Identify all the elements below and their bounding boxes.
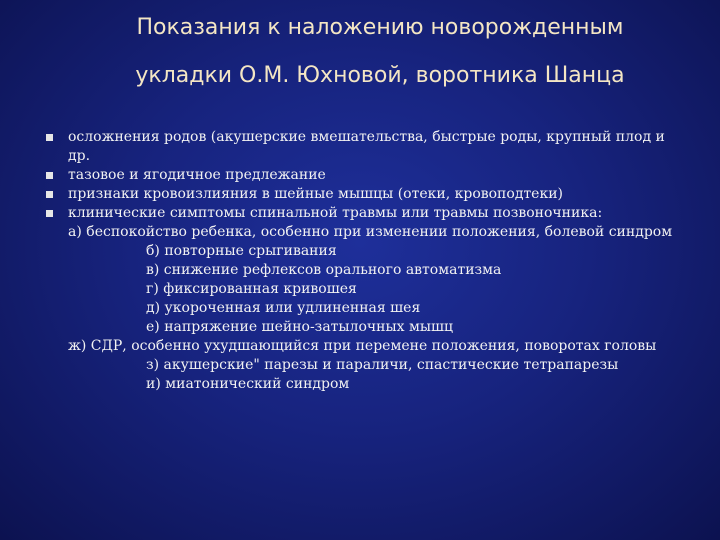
slide-title-line-1: Показания к наложению новорожденным	[136, 15, 624, 40]
subitem: е) напряжение шейно-затылочных мышц	[146, 319, 454, 335]
subitem: а) беспокойство ребенка, особенно при изменении положения, болевой синдром	[68, 224, 673, 240]
subitem: д) укороченная или удлиненная шея	[146, 300, 421, 316]
bullet-item	[68, 185, 688, 204]
subitem: г) фиксированная кривошея	[146, 281, 357, 297]
square-bullet-icon	[46, 134, 53, 141]
bullet-text: клинические симптомы спинальной травмы или травмы позвоночника:	[68, 205, 603, 221]
square-bullet-icon	[46, 172, 53, 179]
square-bullet-icon	[46, 210, 53, 217]
subitem: з) акушерские" парезы и параличи, спастические тетрапарезы	[146, 357, 619, 373]
subitem: ж) СДР, особенно ухудшающийся при перемене положения, поворотах головы	[68, 338, 657, 354]
subitem: б) повторные срыгивания	[146, 243, 337, 259]
bullet-text: тазовое и ягодичное предлежание	[68, 167, 326, 183]
bullet-item	[68, 204, 688, 223]
slide-title	[60, 4, 700, 100]
slide-title-line-2: укладки О.М. Юхновой, воротника Шанца	[135, 63, 625, 88]
bullet-text: осложнения родов (акушерские вмешательства, быстрые роды, крупный плод и др.	[68, 129, 665, 164]
subitem: в) снижение рефлексов орального автоматизма	[146, 262, 502, 278]
square-bullet-icon	[46, 191, 53, 198]
subitem: и) миатонический синдром	[146, 376, 350, 392]
slide-body	[68, 128, 688, 394]
bullet-item	[68, 128, 688, 166]
bullet-item	[68, 166, 688, 185]
bullet-text: признаки кровоизлияния в шейные мышцы (отеки, кровоподтеки)	[68, 186, 564, 202]
